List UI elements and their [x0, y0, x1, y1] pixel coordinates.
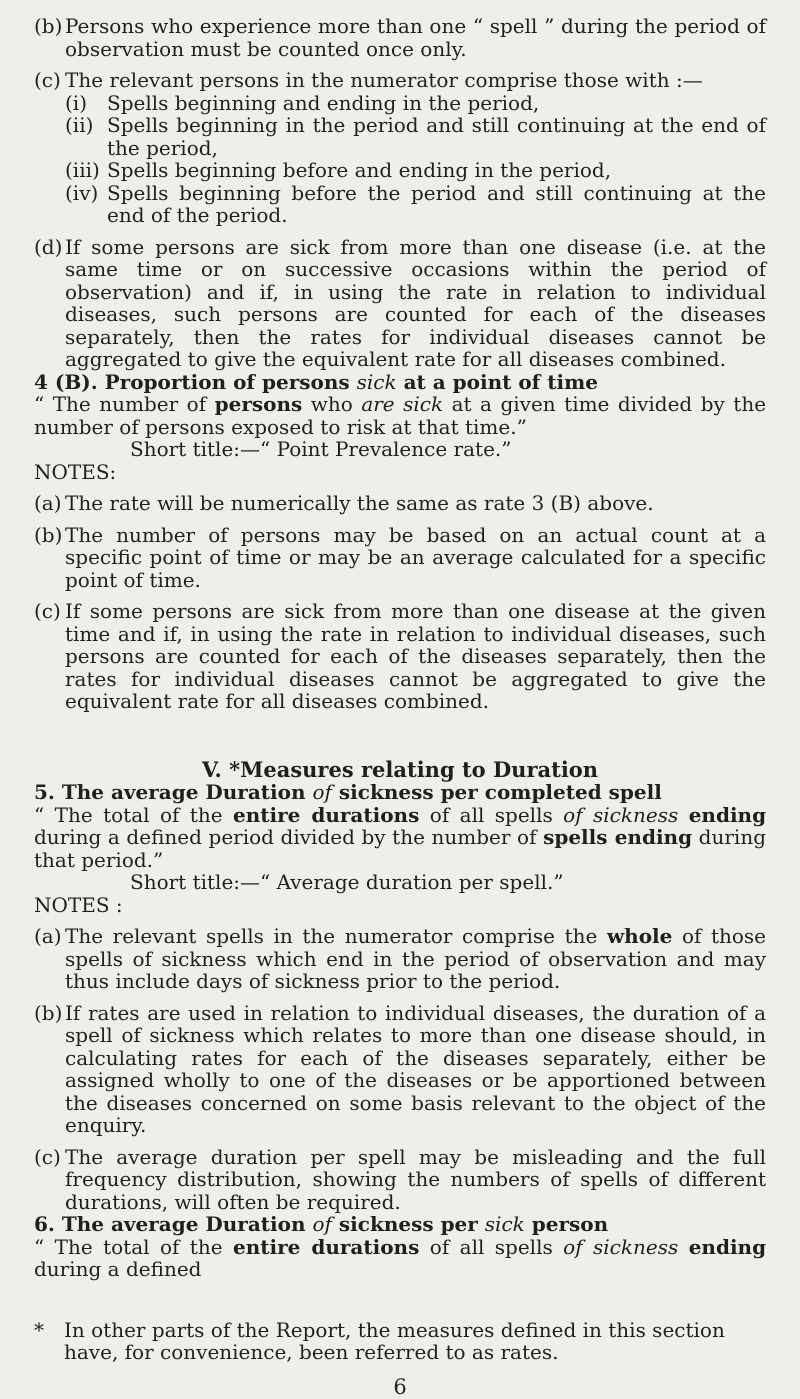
section-4b-short-title: Short title:—“ Point Prevalence rate.”	[130, 437, 512, 461]
definition-italic: of sickness	[563, 802, 679, 827]
sub-item-iv	[34, 182, 766, 227]
section-4b-note-c	[34, 600, 766, 713]
heading-part: sickness per	[338, 1212, 478, 1236]
section-4b-heading	[34, 371, 766, 394]
definition-text: of all spells	[429, 802, 553, 827]
sub-item-text: Spells beginning before and ending in the period,	[107, 158, 612, 182]
note-label: (c)	[34, 599, 61, 623]
definition-bold: persons	[214, 392, 303, 416]
note-text: If some persons are sick from more than one disease (i.e. at the same time or on successive occasions within the period of observation) and if, in using the rate in relation to individual diseases, such persons are counted for each of the diseases separately, then the rates for individual diseases cannot be aggregated to give the equivalent rate for all diseases combined.	[65, 234, 766, 371]
footnote-marker: *	[34, 1317, 44, 1342]
section-6-heading	[34, 1213, 766, 1236]
note-bold: whole	[606, 924, 673, 948]
note-c	[34, 69, 766, 92]
definition-bold: ending	[688, 802, 767, 827]
sub-item-label: (ii)	[65, 113, 94, 137]
definition-text: of all spells	[429, 1234, 553, 1259]
sub-item-label: (iii)	[65, 158, 100, 182]
heading-part: person	[531, 1212, 609, 1236]
definition-text: “ The total of the	[34, 802, 223, 827]
heading-italic: sick	[484, 1212, 525, 1236]
section-5-notes-label: NOTES :	[34, 892, 123, 917]
heading-part: 6. The average Duration	[34, 1212, 306, 1236]
definition-text: “ The number of	[34, 392, 207, 416]
note-d	[34, 236, 766, 371]
page-number: 6	[393, 1374, 407, 1399]
footnote-text: In other parts of the Report, the measures defined in this section have, for convenience, been referred to as rates.	[64, 1317, 725, 1364]
note-text: of those spells of sickness which end in the period of observation and may thus include days of sickness prior to the period.	[65, 924, 767, 993]
section-5-note-a	[34, 925, 766, 993]
definition-text: during a defined period divided by the number of	[34, 825, 537, 849]
definition-text: during that period.”	[34, 825, 766, 872]
sub-item-label: (iv)	[65, 180, 99, 205]
note-label: (b)	[34, 14, 63, 38]
definition-bold: ending	[688, 1234, 767, 1259]
definition-bold: spells ending	[543, 825, 693, 849]
note-b	[34, 15, 766, 60]
heading-part: at a point of time	[403, 369, 598, 394]
heading-part: sickness per completed spell	[338, 780, 662, 804]
definition-text: who	[310, 392, 353, 416]
note-text: The average duration per spell may be misleading and the full frequency distribution, showing the numbers of spells of different durations, will often be required.	[65, 1144, 766, 1214]
definition-italic: are sick	[361, 392, 444, 416]
note-text: If rates are used in relation to individual diseases, the duration of a spell of sickness which relates to more than one disease should, in calculating rates for each of the diseases separately, either be assigned wholly to one of the diseases or be apportioned between the diseases concerned on some basis relevant to the object of the enquiry.	[65, 1000, 766, 1137]
heading-italic: of	[312, 1212, 332, 1236]
sub-item-iii	[34, 159, 766, 182]
definition-text: “ The total of the	[34, 1234, 223, 1259]
note-text: The relevant persons in the numerator comprise those with :—	[65, 68, 703, 92]
section-4b-note-b	[34, 524, 766, 592]
sub-item-text: Spells beginning in the period and still continuing at the end of the period,	[107, 113, 766, 160]
note-text: Persons who experience more than one “ spell ” during the period of observation must be counted once only.	[65, 14, 766, 61]
definition-text: at a given time divided by the number of persons exposed to risk at that time.”	[34, 392, 767, 439]
section-6-definition	[34, 1236, 766, 1281]
note-label: (b)	[34, 522, 63, 547]
section-5-definition	[34, 804, 766, 872]
note-label: (c)	[34, 68, 61, 92]
section-4b-notes-label: NOTES:	[34, 459, 117, 484]
section-4b-note-a	[34, 492, 766, 515]
note-text: The number of persons may be based on an actual count at a specific point of time or may be an average calculated for a specific point of time.	[65, 522, 766, 592]
heading-part: 5. The average Duration	[34, 780, 306, 804]
definition-bold: entire durations	[232, 1234, 420, 1259]
note-label: (b)	[34, 1000, 63, 1025]
footnote	[34, 1319, 766, 1364]
note-text: The rate will be numerically the same as rate 3 (B) above.	[65, 491, 654, 515]
section-v-title: V. *Measures relating to Duration	[201, 756, 599, 782]
heading-part: 4 (B). Proportion of persons	[34, 369, 350, 394]
definition-bold: entire durations	[232, 802, 420, 827]
sub-item-text: Spells beginning and ending in the period,	[107, 90, 540, 115]
heading-italic: of	[312, 780, 332, 804]
sub-item-text: Spells beginning before the period and still continuing at the end of the period.	[107, 180, 766, 227]
sub-item-i	[34, 92, 766, 115]
section-5-heading	[34, 781, 766, 804]
note-text: If some persons are sick from more than one disease at the given time and if, in using the rate in relation to individual diseases, such persons are counted for each of the diseases separately, then the rates for individual diseases cannot be aggregated to give the equivalent rate for all diseases combined.	[65, 599, 766, 713]
sub-item-label: (i)	[65, 90, 88, 115]
note-label: (a)	[34, 924, 62, 948]
note-label: (d)	[34, 234, 63, 259]
definition-text: during a defined	[34, 1257, 202, 1281]
note-label: (c)	[34, 1144, 61, 1169]
section-5-note-b	[34, 1002, 766, 1137]
sub-item-ii	[34, 114, 766, 159]
heading-italic: sick	[356, 369, 397, 394]
section-5-short-title: Short title:—“ Average duration per spell.”	[130, 870, 564, 894]
note-label: (a)	[34, 491, 62, 515]
definition-italic: of sickness	[563, 1234, 679, 1259]
section-4b-definition	[34, 393, 766, 438]
note-text: The relevant spells in the numerator comprise the	[65, 924, 598, 948]
section-5-note-c	[34, 1146, 766, 1214]
